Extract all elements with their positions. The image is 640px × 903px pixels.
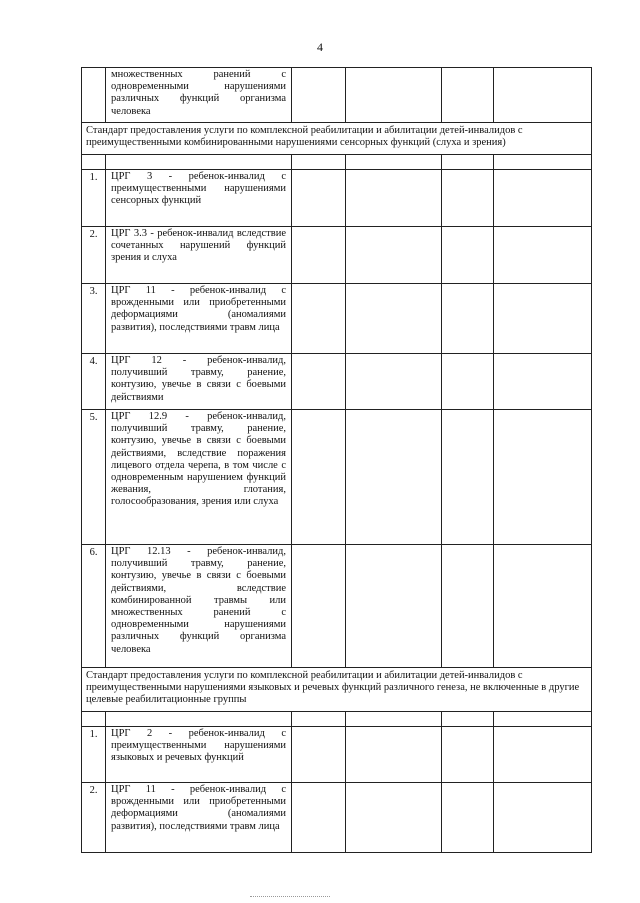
row-number: 1. <box>82 727 106 783</box>
section-header-row <box>82 668 592 712</box>
scan-artifact <box>250 896 330 898</box>
row-number: 2. <box>82 227 106 284</box>
section-header: Стандарт предоставления услуги по комплексной реабилитации и абилитации детей-инвалидов с преимущественными комбинированными нарушениями сенсорных функций (слуха и зрения) <box>82 123 592 155</box>
row-description: ЦРГ 11 - ребенок-инвалид с врожденными или приобретенными деформациями (аномалиями развития), последствиями травм лица <box>106 284 292 354</box>
table-row <box>82 227 592 284</box>
row-description: ЦРГ 12.9 - ребенок-инвалид, получивший травму, ранение, контузию, увечье в связи с боевыми действиями, вследствие поражения лицевого отдела черепа, в том числе с одновременным нарушением функций жевания, глотания, голосообразования, зрения или слуха <box>106 410 292 545</box>
row-description: ЦРГ 3.3 - ребенок-инвалид вследствие сочетанных нарушений функций зрения и слуха <box>106 227 292 284</box>
row-description: ЦРГ 12 - ребенок-инвалид, получивший травму, ранение, контузию, увечье в связи с боевыми действиями <box>106 354 292 410</box>
table-row <box>82 354 592 410</box>
row-number: 4. <box>82 354 106 410</box>
row-description: ЦРГ 11 - ребенок-инвалид с врожденными или приобретенными деформациями (аномалиями развития), последствиями травм лица <box>106 783 292 853</box>
row-number: 2. <box>82 783 106 853</box>
spacer-row <box>82 712 592 727</box>
row-description: ЦРГ 2 - ребенок-инвалид с преимущественными нарушениями языковых и речевых функций <box>106 727 292 783</box>
table-row <box>82 284 592 354</box>
section-header-row <box>82 123 592 155</box>
row-number: 3. <box>82 284 106 354</box>
row-number: 1. <box>82 170 106 227</box>
table-row <box>82 170 592 227</box>
table-row <box>82 783 592 853</box>
table-row <box>82 545 592 668</box>
row-number: 6. <box>82 545 106 668</box>
row-number: 5. <box>82 410 106 545</box>
page-number: 4 <box>317 40 323 54</box>
section-header: Стандарт предоставления услуги по комплексной реабилитации и абилитации детей-инвалидов с преимущественными нарушениями языковых и речевых функций различного генеза, не включенные в другие целевые реабилитационные группы <box>82 668 592 712</box>
spacer-row <box>82 155 592 170</box>
table-row <box>82 410 592 545</box>
standards-table <box>81 67 592 853</box>
row-description: ЦРГ 3 - ребенок-инвалид с преимущественными нарушениями сенсорных функций <box>106 170 292 227</box>
table-row <box>82 68 592 123</box>
row-description: ЦРГ 12.13 - ребенок-инвалид, получивший травму, ранение, контузию, увечье в связи с боевыми действиями, вследствие комбинированной травмы или множественных ранений с одновременными нарушениями различных функций организма человека <box>106 545 292 668</box>
table-row <box>82 727 592 783</box>
row-description: множественных ранений с одновременными нарушениями различных функций организма человека <box>106 68 292 123</box>
